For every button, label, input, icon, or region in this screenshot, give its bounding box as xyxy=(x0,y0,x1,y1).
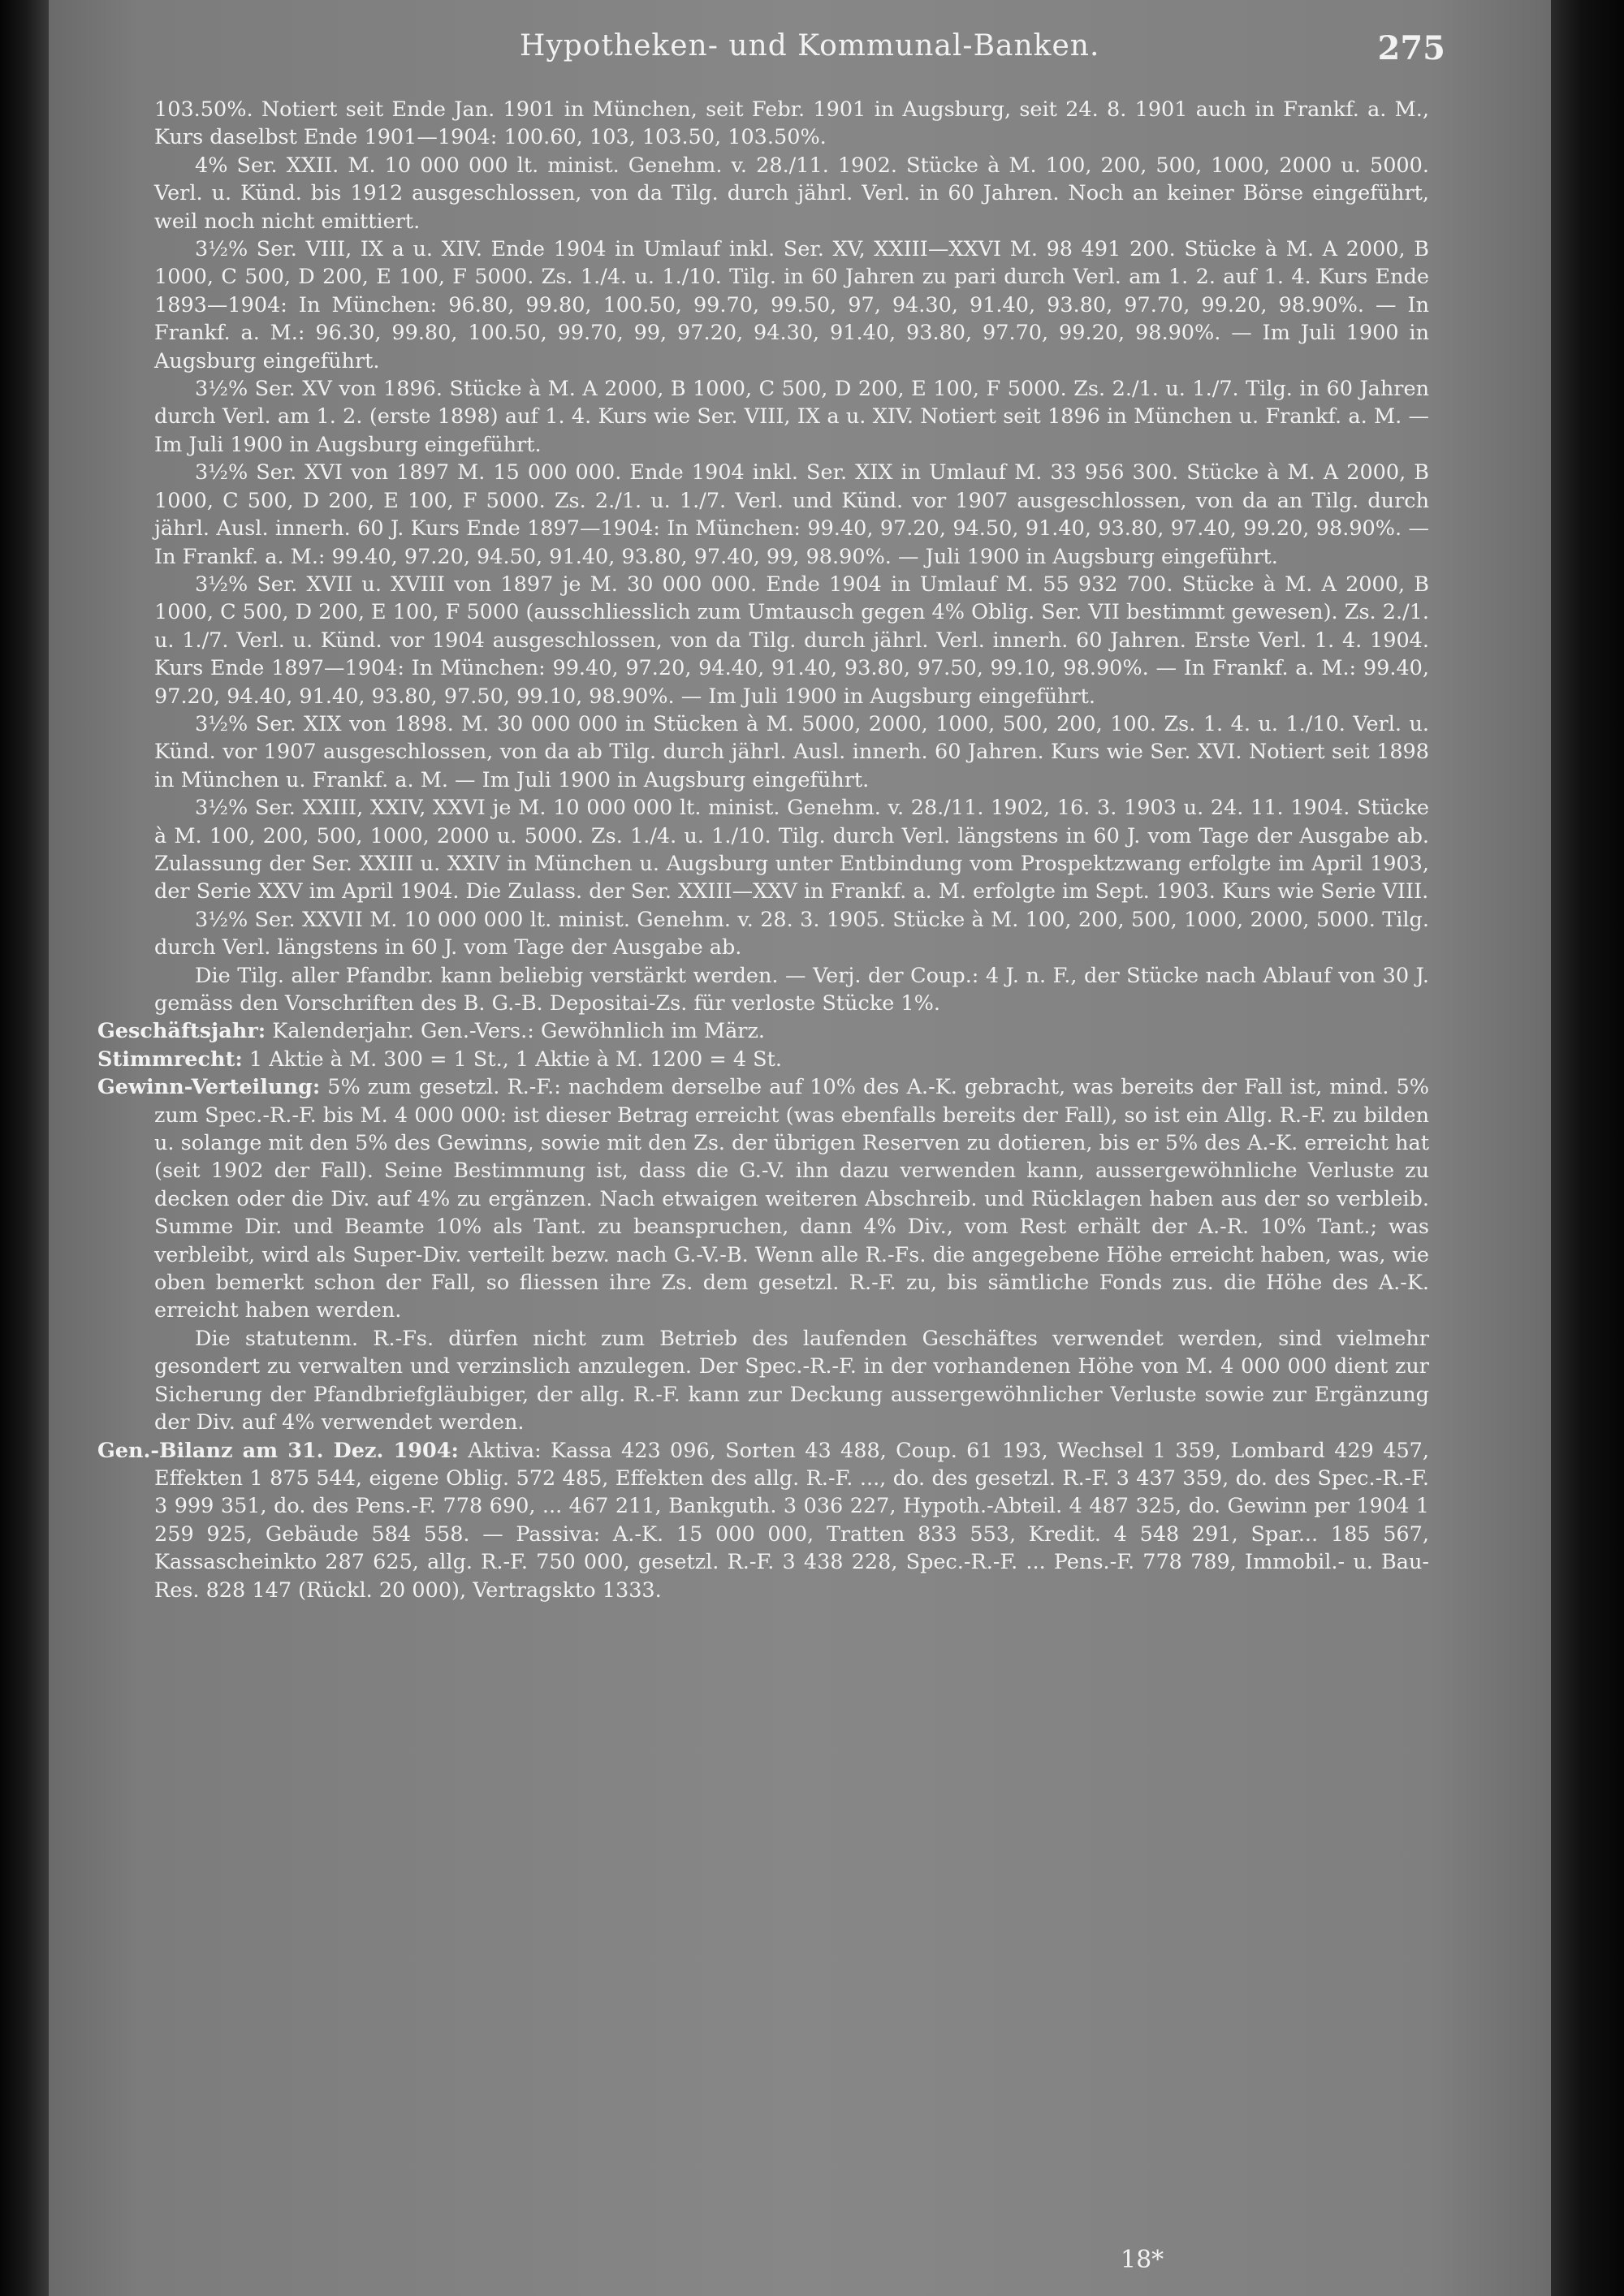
paragraph: 3½% Ser. XXIII, XXIV, XXVI je M. 10 000 000 lt. minist. Genehm. v. 28./11. 1902, 16. 3. 1903 u. 24. 11. 1904. Stücke à M. 100, 200, 500, 1000, 2000 u. 5000. Zs. 1./4. u. 1./10. Tilg. durch Verl. längstens in 60 J. vom Tage der Ausgabe ab. Zulassung der Ser. XXIII u. XXIV in München u. Augsburg unter Entbindung vom Prospektzwang erfolgte im April 1903, der Serie XXV im April 1904. Die Zulass. der Ser. XXIII—XXV in Frankf. a. M. erfolgte im Sept. 1903. Kurs wie Serie VIII. xyxy=(154,796,1429,904)
scan-edge-right xyxy=(1551,0,1624,2296)
signature-mark: 18* xyxy=(1121,2246,1164,2274)
section-label: Gewinn-Verteilung: xyxy=(97,1075,321,1100)
paragraph: 3½% Ser. XXVII M. 10 000 000 lt. minist. Genehm. v. 28. 3. 1905. Stücke à M. 100, 200, 500, 1000, 2000, 5000. Tilg. durch Verl. längstens in 60 J. vom Tage der Ausgabe ab. xyxy=(154,907,1429,960)
section-text: 1 Aktie à M. 300 = 1 St., 1 Aktie à M. 1200 = 4 St. xyxy=(248,1047,782,1072)
paragraph: 4% Ser. XXII. M. 10 000 000 lt. minist. Genehm. v. 28./11. 1902. Stücke à M. 100, 200, 500, 1000, 2000 u. 5000. Verl. u. Künd. bis 1912 ausgeschlossen, von da Tilg. durch jährl. Verl. in 60 Jahren. Noch an keiner Börse eingeführt, weil noch nicht emittiert. xyxy=(154,153,1429,234)
book-page xyxy=(49,0,1551,2296)
paragraph: 3½% Ser. VIII, IX a u. XIV. Ende 1904 in Umlauf inkl. Ser. XV, XXIII—XXVI M. 98 491 200. Stücke à M. A 2000, B 1000, C 500, D 200, E 100, F 5000. Zs. 1./4. u. 1./10. Tilg. in 60 Jahren zu pari durch Verl. am 1. 2. auf 1. 4. Kurs Ende 1893—1904: In München: 96.80, 99.80, 100.50, 99.70, 99.50, 97, 94.30, 91.40, 93.80, 97.70, 99.20, 98.90%. — In Frankf. a. M.: 96.30, 99.80, 100.50, 99.70, 99, 97.20, 94.30, 91.40, 93.80, 97.70, 99.20, 98.90%. — Im Juli 1900 in Augsburg eingeführt. xyxy=(154,237,1429,373)
paragraph: Die Tilg. aller Pfandbr. kann beliebig verstärkt werden. — Verj. der Coup.: 4 J. n. F., der Stücke nach Ablauf von 30 J. gemäss den Vorschriften des B. G.-B. Depositai-Zs. für verloste Stücke 1%. xyxy=(154,963,1429,1016)
running-head: Hypotheken- und Kommunal-Banken. xyxy=(520,29,1100,63)
section-stimmrecht xyxy=(97,1046,1429,1073)
section-label: Geschäftsjahr: xyxy=(97,1019,266,1044)
section-label: Stimmrecht: xyxy=(97,1047,243,1072)
page-header xyxy=(471,29,1445,78)
page-number: 275 xyxy=(1377,29,1445,67)
paragraph: 3½% Ser. XV von 1896. Stücke à M. A 2000, B 1000, C 500, D 200, E 100, F 5000. Zs. 2./1. u. 1./7. Tilg. in 60 Jahren durch Verl. am 1. 2. (erste 1898) auf 1. 4. Kurs wie Ser. VIII, IX a u. XIV. Notiert seit 1896 in München u. Frankf. a. M. — Im Juli 1900 in Augsburg eingeführt. xyxy=(154,377,1429,457)
section-text: Aktiva: Kassa 423 096, Sorten 43 488, Coup. 61 193, Wechsel 1 359, Lombard 429 457, Effekten 1 875 544, eigene Oblig. 572 485, Effekten des allg. R.-F. ..., do. des gesetzl. R.-F. 3 437 359, do. des Spec.-R.-F. 3 999 351, do. des Pens.-F. 778 690, ... 467 211, Bankguth. 3 036 227, Hypoth.-Abteil. 4 487 325, do. Gewinn per 1904 1 259 925, Gebäude 584 558. — Passiva: A.-K. 15 000 000, Tratten 833 553, Kredit. 4 548 291, Spar... 185 567, Kassascheinkto 287 625, allg. R.-F. 750 000, gesetzl. R.-F. 3 438 228, Spec.-R.-F. ... Pens.-F. 778 789, Immobil.- u. Bau-Res. 828 147 (Rückl. 20 000), Vertragskto 1333. xyxy=(154,1438,1429,1603)
body-text xyxy=(97,96,1430,1604)
section-gewinn-verteilung xyxy=(97,1073,1430,1325)
paragraph: Die statutenm. R.-Fs. dürfen nicht zum Betrieb des laufenden Geschäftes verwendet werden, sind vielmehr gesondert zu verwalten und verzinslich anzulegen. Der Spec.-R.-F. in der vorhandenen Höhe von M. 4 000 000 dient zur Sicherung der Pfandbriefgläubiger, der allg. R.-F. kann zur Deckung aussergewöhnlicher Verluste sowie zur Ergänzung der Div. auf 4% verwendet werden. xyxy=(154,1326,1429,1435)
section-text: Kalenderjahr. Gen.-Vers.: Gewöhnlich im März. xyxy=(272,1019,766,1044)
scan-edge-left xyxy=(0,0,49,2296)
paragraph: 3½% Ser. XVI von 1897 M. 15 000 000. Ende 1904 inkl. Ser. XIX in Umlauf M. 33 956 300. Stücke à M. A 2000, B 1000, C 500, D 200, E 100, F 5000. Zs. 2./1. u. 1./7. Verl. und Künd. vor 1907 ausgeschlossen, von da an Tilg. durch jährl. Ausl. innerh. 60 J. Kurs Ende 1897—1904: In München: 99.40, 97.20, 94.50, 91.40, 93.80, 97.40, 99.20, 98.90%. — In Frankf. a. M.: 99.40, 97.20, 94.50, 91.40, 93.80, 97.40, 99, 98.90%. — Juli 1900 in Augsburg eingeführt. xyxy=(154,460,1429,569)
paragraph: 3½% Ser. XVII u. XVIII von 1897 je M. 30 000 000. Ende 1904 in Umlauf M. 55 932 700. Stücke à M. A 2000, B 1000, C 500, D 200, E 100, F 5000 (ausschliesslich zum Umtausch gegen 4% Oblig. Ser. VII bestimmt gewesen). Zs. 2./1. u. 1./7. Verl. u. Künd. vor 1904 ausgeschlossen, von da Tilg. durch jährl. Verl. innerh. 60 Jahren. Erste Verl. 1. 4. 1904. Kurs Ende 1897—1904: In München: 99.40, 97.20, 94.40, 91.40, 93.80, 97.50, 99.10, 98.90%. — In Frankf. a. M.: 99.40, 97.20, 94.40, 91.40, 93.80, 97.50, 99.10, 98.90%. — Im Juli 1900 in Augsburg eingeführt. xyxy=(154,572,1429,709)
section-label: Gen.-Bilanz am 31. Dez. 1904: xyxy=(97,1438,459,1463)
paragraph: 3½% Ser. XIX von 1898. M. 30 000 000 in Stücken à M. 5000, 2000, 1000, 500, 200, 100. Zs. 1. 4. u. 1./10. Verl. u. Künd. vor 1907 ausgeschlossen, von da ab Tilg. durch jährl. Ausl. innerh. 60 Jahren. Kurs wie Ser. XVI. Notiert seit 1898 in München u. Frankf. a. M. — Im Juli 1900 in Augsburg eingeführt. xyxy=(154,711,1429,792)
paragraph: 103.50%. Notiert seit Ende Jan. 1901 in München, seit Febr. 1901 in Augsburg, seit 24. 8. 1901 auch in Frankf. a. M., Kurs daselbst Ende 1901—1904: 100.60, 103, 103.50, 103.50%. xyxy=(154,97,1429,150)
section-text: 5% zum gesetzl. R.-F.: nachdem derselbe auf 10% des A.-K. gebracht, was bereits der Fall ist, mind. 5% zum Spec.-R.-F. bis M. 4 000 000: ist dieser Betrag erreicht (was ebenfalls bereits der Fall), so ist ein Allg. R.-F. zu bilden u. solange mit den 5% des Gewinns, sowie mit den Zs. der übrigen Reserven zu dotieren, bis er 5% des A.-K. erreicht hat (seit 1902 der Fall). Seine Bestimmung ist, dass die G.-V. ihn dazu verwenden kann, aussergewöhnliche Verluste zu decken oder die Div. auf 4% zu ergänzen. Nach etwaigen weiteren Abschreib. und Rücklagen haben aus der so verbleib. Summe Dir. und Beamte 10% als Tant. zu beanspruchen, dann 4% Div., vom Rest erhält der A.-R. 10% Tant.; was verbleibt, wird als Super-Div. verteilt bezw. nach G.-V.-B. Wenn alle R.-Fs. die angegebene Höhe erreicht haben, was, wie oben bemerkt schon der Fall, so fliessen ihre Zs. dem gesetzl. R.-F. zu, bis sämtliche Fonds zus. die Höhe des A.-K. erreicht haben werden. xyxy=(154,1075,1430,1323)
section-bilanz xyxy=(97,1437,1429,1604)
section-geschaeftsjahr xyxy=(97,1017,1429,1045)
